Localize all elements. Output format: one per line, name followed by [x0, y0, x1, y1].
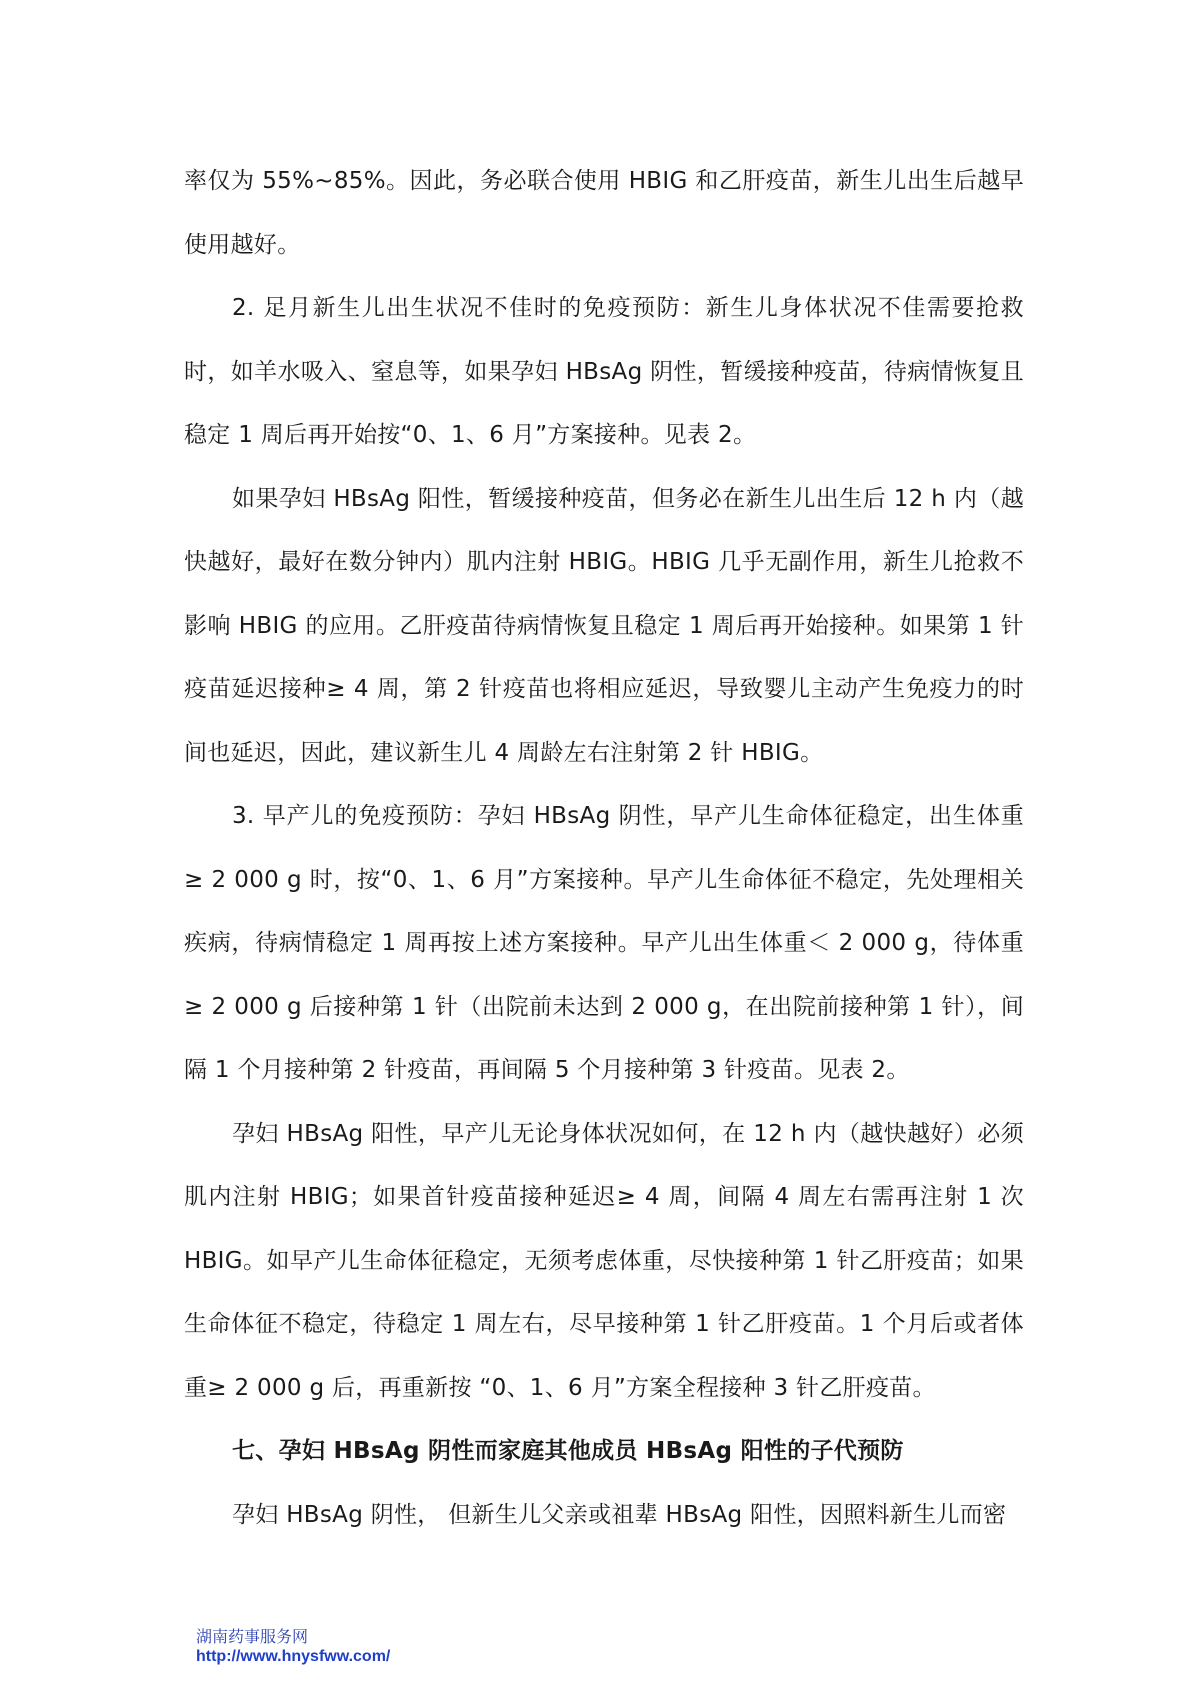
document-body [184, 150, 1024, 1547]
paragraph-3: 如果孕妇 HBsAg 阳性，暂缓接种疫苗，但务必在新生儿出生后 12 h 内（越快越好，最好在数分钟内）肌内注射 HBIG。HBIG 几乎无副作用，新生儿抢救不影响 HBIG 的应用。乙肝疫苗待病情恢复且稳定 1 周后再开始接种。如果第 1 针疫苗延迟接种≥ 4 周，第 2 针疫苗也将相应延迟，导致婴儿主动产生免疫力的时间也延迟，因此，建议新生儿 4 周龄左右注射第 2 针 HBIG。 [184, 485, 1024, 766]
paragraph-5: 孕妇 HBsAg 阳性，早产儿无论身体状况如何，在 12 h 内（越快越好）必须肌内注射 HBIG；如果首针疫苗接种延迟≥ 4 周，间隔 4 周左右需再注射 1 次 HBIG。如早产儿生命体征稳定，无须考虑体重，尽快接种第 1 针乙肝疫苗；如果生命体征不稳定，待稳定 1 周左右，尽早接种第 1 针乙肝疫苗。1 个月后或者体重≥ 2 000 g 后，再重新按 “0、1、6 月”方案全程接种 3 针乙肝疫苗。 [184, 1120, 1024, 1401]
paragraph-4: 3. 早产儿的免疫预防：孕妇 HBsAg 阴性，早产儿生命体征稳定，出生体重≥ 2 000 g 时，按“0、1、6 月”方案接种。早产儿生命体征不稳定，先处理相关疾病，待病情稳定 1 周再按上述方案接种。早产儿出生体重＜ 2 000 g，待体重≥ 2 000 g 后接种第 1 针（出院前未达到 2 000 g，在出院前接种第 1 针），间隔 1 个月接种第 2 针疫苗，再间隔 5 个月接种第 3 针疫苗。见表 2。 [184, 803, 1024, 1083]
paragraph-6: 孕妇 HBsAg 阴性， 但新生儿父亲或祖辈 HBsAg 阳性，因照料新生儿而密 [232, 1501, 1007, 1528]
paragraph-1: 率仅为 55%~85%。因此，务必联合使用 HBIG 和乙肝疫苗，新生儿出生后越早使用越好。 [184, 168, 1024, 258]
paragraph-2: 2. 足月新生儿出生状况不佳时的免疫预防：新生儿身体状况不佳需要抢救时，如羊水吸入、窒息等，如果孕妇 HBsAg 阴性，暂缓接种疫苗，待病情恢复且稳定 1 周后再开始按“0、1、6 月”方案接种。见表 2。 [184, 295, 1024, 448]
section-heading: 七、孕妇 HBsAg 阴性而家庭其他成员 HBsAg 阳性的子代预防 [232, 1438, 904, 1464]
footer [196, 1627, 390, 1667]
footer-site-name: 湖南药事服务网 [196, 1627, 309, 1646]
footer-url-link[interactable]: http://www.hnysfww.com/ [196, 1648, 391, 1665]
